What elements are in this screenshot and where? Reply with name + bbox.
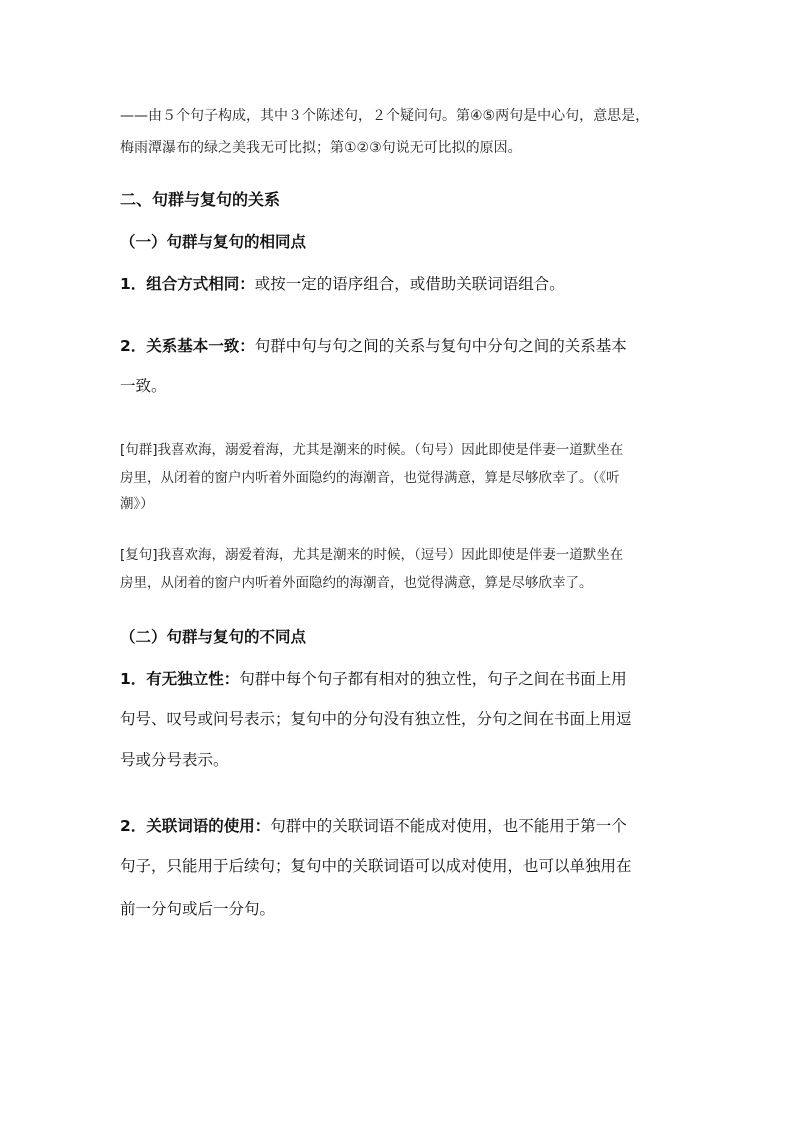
intro-line-1: ——由５个句子构成，其中３个陈述句，２个疑问句。第④⑤两句是中心句，意思是， bbox=[120, 108, 650, 124]
same-point-1-text: 或按一定的语序组合，或借助关联词语组合。 bbox=[254, 275, 565, 293]
diff-point-2-text-3: 前一分句或后一分句。 bbox=[120, 900, 276, 918]
example-2-line-2: 房里，从闭着的窗户内听着外面隐约的海潮音，也觉得满意，算是尽够欣幸了。 bbox=[120, 575, 593, 591]
same-point-2-text-2: 一致。 bbox=[120, 377, 167, 395]
example-1-line-2: 房里，从闭着的窗户内听着外面隐约的海潮音，也觉得满意，算是尽够欣幸了。（《听 bbox=[120, 470, 620, 486]
example-1-line-1: [句群]我喜欢海，溺爱着海，尤其是潮来的时候。（句号）因此即使是伴妻一道默坐在 bbox=[120, 442, 624, 458]
diff-point-2 bbox=[120, 814, 627, 838]
same-point-2 bbox=[120, 334, 627, 358]
diff-point-1-text-1: 句群中每个句子都有相对的独立性，句子之间在书面上用 bbox=[239, 670, 627, 688]
same-point-1-lead: 1．组合方式相同： bbox=[120, 275, 255, 293]
diff-point-1 bbox=[120, 667, 627, 691]
subsection-heading-diff: （二）句群与复句的不同点 bbox=[120, 628, 307, 646]
diff-point-2-lead: 2．关联词语的使用： bbox=[120, 817, 271, 835]
subsection-heading-same: （一）句群与复句的相同点 bbox=[120, 233, 307, 251]
diff-point-2-text-2: 句子，只能用于后续句；复句中的关联词语可以成对使用，也可以单独用在 bbox=[120, 857, 632, 875]
same-point-2-lead: 2．关系基本一致： bbox=[120, 337, 255, 355]
diff-point-1-text-3: 号或分号表示。 bbox=[120, 751, 229, 769]
same-point-1 bbox=[120, 272, 565, 296]
diff-point-2-text-1: 句群中的关联词语不能成对使用，也不能用于第一个 bbox=[270, 817, 627, 835]
section-title: 二、句群与复句的关系 bbox=[120, 190, 281, 209]
example-1-line-3: 潮》） bbox=[120, 496, 154, 512]
same-point-2-text-1: 句群中句与句之间的关系与复句中分句之间的关系基本 bbox=[254, 337, 627, 355]
diff-point-1-text-2: 句号、叹号或问号表示；复句中的分句没有独立性，分句之间在书面上用逗 bbox=[120, 710, 632, 728]
diff-point-1-lead: 1．有无独立性： bbox=[120, 670, 240, 688]
example-2-line-1: [复句]我喜欢海，溺爱着海，尤其是潮来的时候，（逗号）因此即使是伴妻一道默坐在 bbox=[120, 547, 624, 563]
intro-line-2: 梅雨潭瀑布的绿之美我无可比拟；第①②③句说无可比拟的原因。 bbox=[120, 140, 522, 156]
